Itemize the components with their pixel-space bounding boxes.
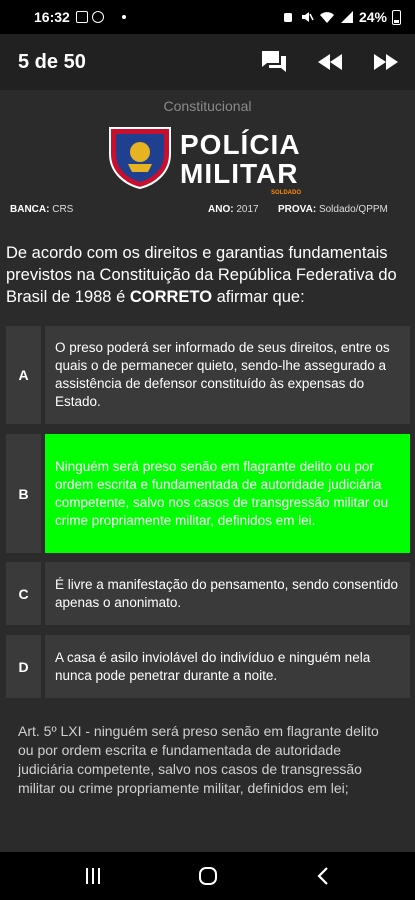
policia-militar-crest-icon xyxy=(106,126,174,190)
comments-button[interactable] xyxy=(259,47,289,77)
prova-label: PROVA: xyxy=(278,204,317,215)
rewind-icon xyxy=(317,53,343,71)
comments-icon xyxy=(261,50,287,74)
wifi-icon xyxy=(319,10,335,24)
question-text-start: De acordo com os direitos e garantias fundamentais previstos na Constituição da República Federativa do Brasil de 1988 é xyxy=(6,244,397,306)
status-time: 16:32 xyxy=(34,9,70,25)
logo-text xyxy=(180,130,301,188)
question-text-end: afirmar que: xyxy=(212,288,305,306)
back-button[interactable] xyxy=(316,866,330,886)
battery-percent: 24% xyxy=(358,9,387,25)
answer-explanation: Art. 5º LXI - ninguém será preso senão em flagrante delito ou por ordem escrita e fundamentada de autoridade judiciária competente, salvo nos casos de transgressão militar ou crime propriamente militar, definidos em lei; xyxy=(18,723,379,796)
option-text: O preso poderá ser informado de seus direitos, entre os quais o de permanecer quieto, sendo-lhe assegurado a assistência de defensor constituído às expensas do Estado. xyxy=(45,326,410,424)
home-button[interactable] xyxy=(198,866,218,886)
ano-info xyxy=(208,204,259,215)
system-navigation-bar xyxy=(0,852,415,900)
recent-apps-button[interactable] xyxy=(84,866,102,886)
banca-label: BANCA: xyxy=(10,204,50,215)
question-counter: 5 de 50 xyxy=(18,50,86,73)
status-bar xyxy=(0,0,415,34)
whatsapp-notification-icon xyxy=(92,11,104,23)
option-text: A casa é asilo inviolável do indivíduo e ninguém nela nunca pode penetrar durante a noite. xyxy=(45,635,410,698)
question-text-emphasis: CORRETO xyxy=(129,288,213,306)
question-text xyxy=(6,242,410,308)
status-notification-icons xyxy=(76,11,104,23)
image-notification-icon xyxy=(76,11,88,23)
option-letter: A xyxy=(6,326,41,424)
more-notifications-dot-icon xyxy=(122,15,126,19)
ano-label: ANO: xyxy=(208,204,234,215)
prova-value: Soldado/QPPM xyxy=(318,204,388,215)
logo-line-2: MILITAR xyxy=(180,158,299,189)
previous-button[interactable] xyxy=(315,47,345,77)
banca-info xyxy=(10,204,73,215)
fast-forward-icon xyxy=(373,53,399,71)
option-letter: B xyxy=(6,434,41,553)
app-bar xyxy=(0,34,415,90)
battery-icon xyxy=(392,10,401,25)
option-letter: C xyxy=(6,562,41,625)
subject-label: Constitucional xyxy=(163,98,252,114)
option-b[interactable] xyxy=(6,434,410,553)
prova-info xyxy=(278,204,388,215)
banca-value: CRS xyxy=(52,204,74,215)
logo-line-1: POLÍCIA xyxy=(180,129,301,160)
logo-subtitle: SOLDADO xyxy=(271,190,301,196)
option-c[interactable] xyxy=(6,562,410,625)
app-bar-actions xyxy=(259,34,401,90)
option-letter: D xyxy=(6,635,41,698)
signal-icon xyxy=(340,10,354,24)
next-button[interactable] xyxy=(371,47,401,77)
exam-header-logo xyxy=(0,122,415,200)
option-d[interactable] xyxy=(6,635,410,698)
status-right xyxy=(281,0,401,34)
mute-icon xyxy=(300,10,314,24)
option-text-correct: Ninguém será preso senão em flagrante delito ou por ordem escrita e fundamentada de autoridade judiciária competente, salvo nos casos de transgressão militar ou crime propriamente militar, definidos em lei. xyxy=(45,434,410,553)
ano-value: 2017 xyxy=(236,204,259,215)
question-content[interactable] xyxy=(0,90,415,852)
option-text: É livre a manifestação do pensamento, sendo consentido apenas o anonimato. xyxy=(45,562,410,625)
alarm-icon xyxy=(281,10,295,24)
option-a[interactable] xyxy=(6,326,410,424)
